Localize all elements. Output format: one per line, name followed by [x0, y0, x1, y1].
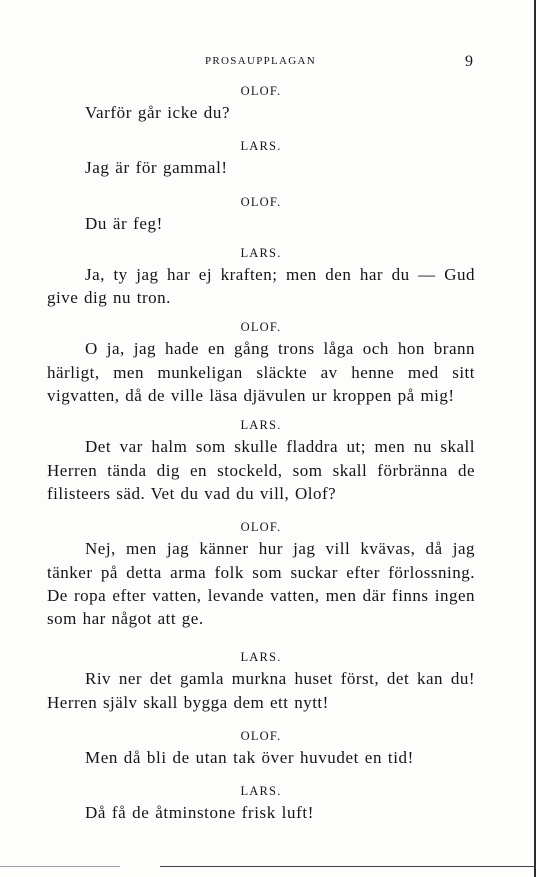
speaker-name: OLOF. — [240, 320, 282, 335]
page-bottom-rule — [160, 866, 536, 867]
speaker-name: LARS. — [240, 650, 282, 665]
speech-line: Varför går icke du? — [85, 103, 231, 122]
running-title: PROSAUPPLAGAN — [205, 55, 317, 67]
page-number: 9 — [465, 53, 473, 70]
speech-line: Du är feg! — [85, 213, 163, 233]
speaker-name: LARS. — [240, 245, 282, 260]
speech-line: Det var halm som skulle fladdra ut; men nu skall Herren tända dig en stockeld, som skall förbränna de filisteers säd. Vet du vad du vill, Olof? — [47, 437, 475, 503]
speech-line: Jag är för gammal! — [85, 158, 228, 178]
speaker-name: OLOF. — [240, 84, 282, 98]
dialogue-body — [47, 82, 475, 825]
speaker-name: OLOF. — [240, 194, 282, 209]
speaker-name: LARS. — [240, 418, 282, 433]
speech-line: Då få de åtminstone frisk luft! — [85, 803, 314, 823]
speaker-name: LARS. — [240, 784, 282, 799]
speech-line: Riv ner det gamla murkna huset först, det kan du! Herren själv skall bygga dem ett nytt! — [47, 669, 475, 712]
page-header — [0, 53, 536, 71]
speaker-name: LARS. — [240, 139, 282, 154]
speaker-name: OLOF. — [240, 520, 282, 535]
speech-line: Ja, ty jag har ej kraften; men den har du — Gud give dig nu tron. — [47, 264, 475, 308]
speech-line: Nej, men jag känner hur jag vill kvävas, då jag tänker på detta arma folk som suckar efter förlossning. De ropa efter vatten, levande vatten, men där finns ingen som har något att ge. — [47, 539, 475, 629]
speech-line: Men då bli de utan tak över huvudet en tid! — [85, 748, 414, 768]
page-bottom-edge — [0, 866, 120, 867]
speech-line: O ja, jag hade en gång trons låga och hon brann härligt, men munkeligan släckte av henne med sitt vigvatten, då de ville läsa djävulen ur kroppen på mig! — [47, 339, 475, 406]
speaker-name: OLOF. — [240, 729, 282, 744]
